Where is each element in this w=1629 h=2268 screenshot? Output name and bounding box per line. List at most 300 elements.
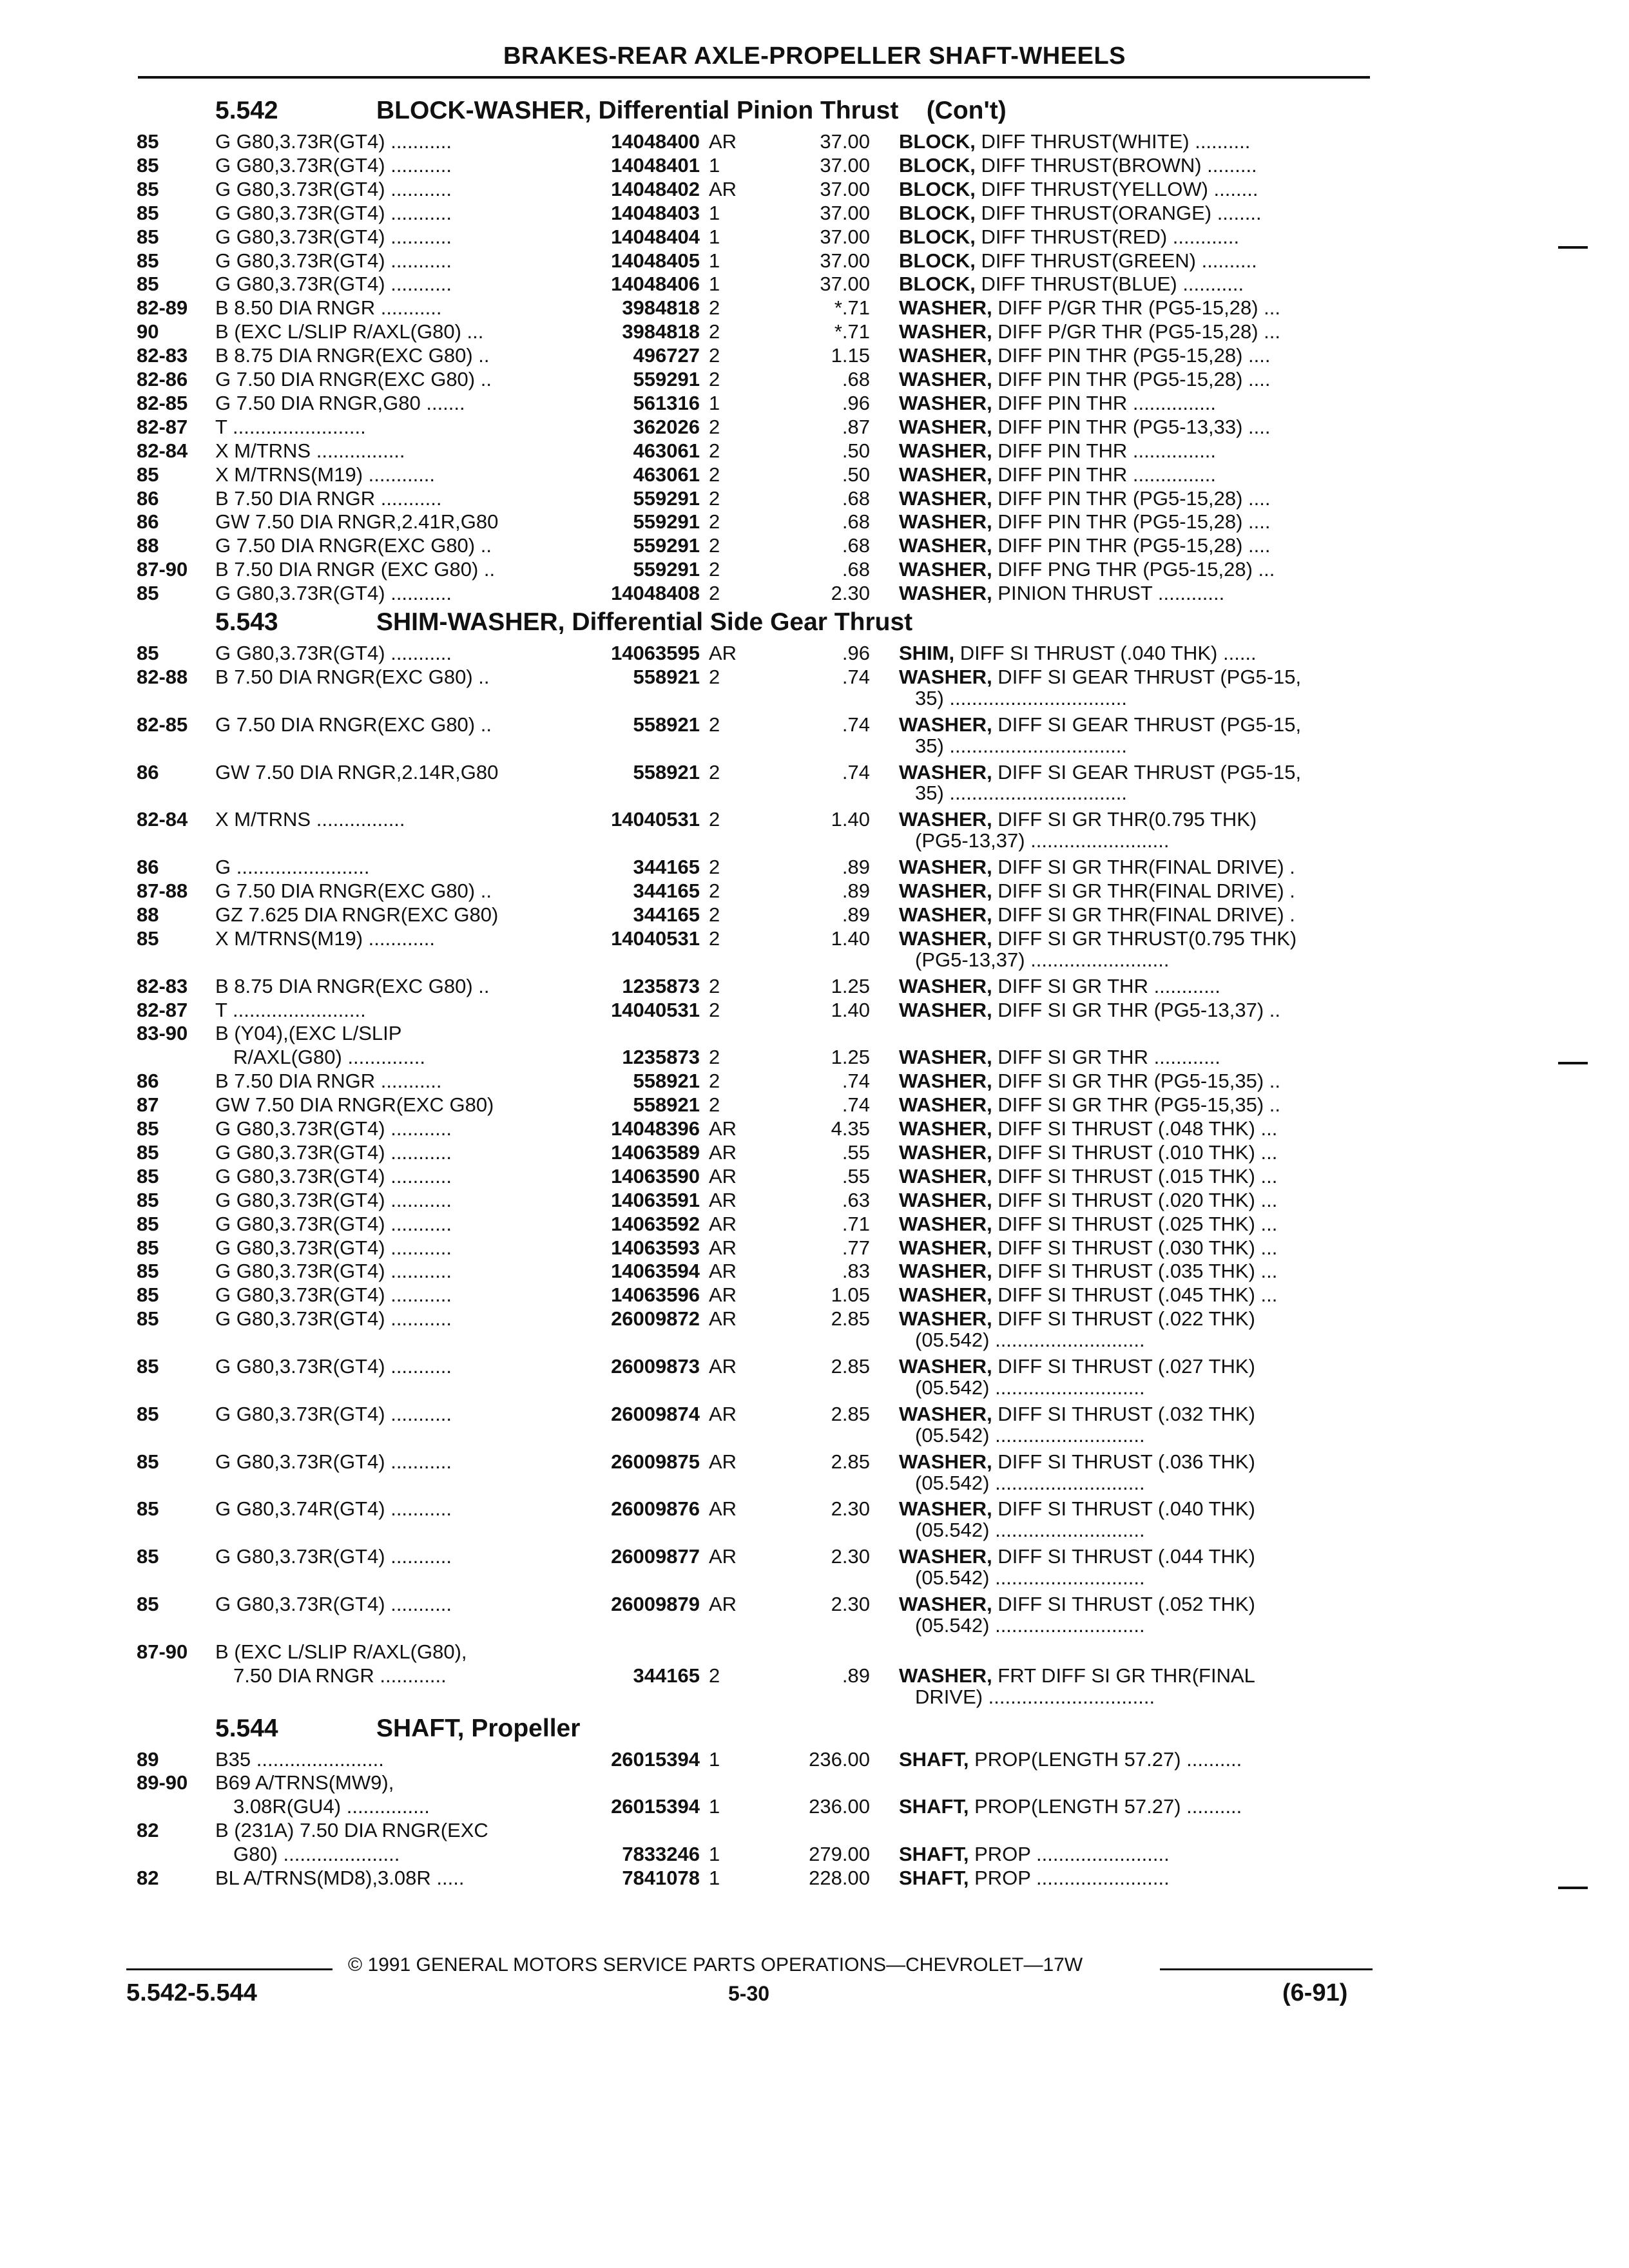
application: G ........................ (215, 856, 370, 879)
application: G G80,3.73R(GT4) ........... (215, 1283, 452, 1307)
quantity: 2 (709, 558, 720, 581)
description (899, 1213, 1373, 1236)
footer-page-number: 5-30 (728, 1982, 770, 2005)
list-item (0, 368, 1629, 391)
list-item (0, 1070, 1629, 1093)
description-continued: (05.542) ........................... (915, 1423, 1145, 1446)
list-item (0, 582, 1629, 605)
description (899, 1117, 1373, 1140)
year-range: 82-87 (137, 998, 188, 1021)
year-range: 85 (137, 1497, 159, 1521)
list-item (0, 999, 1629, 1022)
list-item (0, 1141, 1629, 1164)
part-number: 26009875 (611, 1450, 700, 1473)
description-detail: DIFF PIN THR ............... (992, 391, 1217, 414)
list-item (0, 1403, 1629, 1426)
year-range: 82-89 (137, 296, 188, 320)
application: G G80,3.73R(GT4) ........... (215, 1236, 452, 1259)
application: G G80,3.73R(GT4) ........... (215, 1212, 452, 1235)
quantity: 2 (709, 856, 720, 879)
description-detail: PINION THRUST ............ (992, 582, 1225, 605)
description-noun: WASHER, (899, 1070, 992, 1093)
quantity: 2 (709, 665, 720, 688)
description-noun: WASHER, (899, 1188, 992, 1211)
quantity: AR (709, 1497, 737, 1521)
part-number: 7841078 (622, 1867, 700, 1889)
description (899, 510, 1373, 533)
section-heading (215, 1715, 580, 1744)
quantity: AR (709, 1260, 737, 1283)
margin-mark (1558, 246, 1588, 249)
part-number: 14063590 (611, 1164, 700, 1187)
description-detail: DIFF THRUST(YELLOW) ........ (975, 177, 1258, 200)
list-item (0, 666, 1629, 689)
description-noun: WASHER, (899, 1664, 992, 1687)
footer-rule-right (1160, 1968, 1373, 1970)
description-detail: DIFF SI THRUST (.015 THK) ... (992, 1164, 1278, 1187)
description-noun: WASHER, (899, 665, 992, 688)
price: 1.25 (831, 974, 870, 997)
description (899, 1093, 1373, 1117)
list-item (0, 463, 1629, 486)
quantity: 2 (709, 713, 720, 736)
description-detail: DIFF SI THRUST (.010 THK) ... (992, 1140, 1278, 1164)
description (899, 1403, 1373, 1426)
part-number: 26009872 (611, 1307, 700, 1331)
application: B 8.75 DIA RNGR(EXC G80) .. (215, 974, 490, 997)
description-detail: DIFF SI THRUST (.036 THK) (992, 1450, 1255, 1473)
list-item (0, 202, 1629, 225)
part-number: 14048403 (611, 201, 700, 224)
section-title: SHIM-WASHER, Differential Side Gear Thrust (376, 608, 913, 636)
application: B35 ....................... (215, 1747, 384, 1771)
quantity: 1 (709, 1795, 720, 1818)
part-number: 14048408 (611, 582, 700, 605)
part-number: 14063595 (611, 642, 700, 664)
year-range: 88 (137, 903, 159, 926)
description-detail: DIFF THRUST(ORANGE) ........ (975, 201, 1262, 224)
part-number: 14063594 (611, 1260, 700, 1283)
section-title: SHAFT, Propeller (376, 1714, 581, 1742)
price: .96 (842, 642, 870, 664)
quantity: 2 (709, 1046, 720, 1069)
description-noun: WASHER, (899, 1307, 992, 1331)
quantity: 2 (709, 582, 720, 605)
description-noun: SHIM, (899, 642, 955, 664)
quantity: 1 (709, 391, 720, 414)
part-number: 559291 (633, 534, 700, 557)
list-item-continued (0, 1795, 1629, 1818)
quantity: 1 (709, 201, 720, 224)
description-noun: WASHER, (899, 1450, 992, 1473)
part-number: 14040531 (611, 808, 700, 831)
application: X M/TRNS(M19) ............ (215, 463, 436, 486)
list-item (0, 808, 1629, 831)
description (899, 392, 1373, 415)
part-number: 26009873 (611, 1355, 700, 1378)
application: G G80,3.73R(GT4) ........... (215, 130, 452, 153)
application: G G80,3.73R(GT4) ........... (215, 642, 452, 664)
description-detail: DIFF SI GR THR (PG5-13,37) .. (992, 998, 1280, 1021)
list-item (0, 1213, 1629, 1236)
price: 2.30 (831, 1497, 870, 1521)
list-item (0, 130, 1629, 153)
part-number: 14048400 (611, 130, 700, 153)
description (899, 320, 1373, 343)
margin-mark (1558, 1887, 1588, 1889)
description-noun: SHAFT, (899, 1843, 969, 1866)
price: .87 (842, 415, 870, 438)
application: GW 7.50 DIA RNGR(EXC G80) (215, 1093, 494, 1117)
part-number: 26009877 (611, 1545, 700, 1568)
price: .71 (842, 1212, 870, 1235)
application: G 7.50 DIA RNGR,G80 ....... (215, 391, 465, 414)
description-detail: DIFF PIN THR (PG5-15,28) .... (992, 344, 1271, 367)
application: X M/TRNS ................ (215, 439, 405, 462)
description (899, 1307, 1373, 1331)
price: 37.00 (820, 273, 870, 296)
description-noun: BLOCK, (899, 153, 976, 177)
description-detail: DIFF PIN THR (PG5-15,28) .... (992, 534, 1271, 557)
description-detail: DIFF SI THRUST (.040 THK) ...... (954, 642, 1257, 664)
year-range: 85 (137, 1545, 159, 1568)
year-range: 85 (137, 1212, 159, 1235)
list-item (0, 1640, 1629, 1664)
description-noun: WASHER, (899, 998, 992, 1021)
quantity: 2 (709, 974, 720, 997)
description-detail: DIFF SI THRUST (.052 THK) (992, 1593, 1255, 1615)
description-detail: DIFF THRUST(GREEN) .......... (975, 249, 1257, 272)
description (899, 1260, 1373, 1283)
part-number: 26009876 (611, 1497, 700, 1521)
description-continued: 35) ................................ (915, 686, 1128, 709)
quantity: 2 (709, 486, 720, 510)
list-item (0, 1236, 1629, 1260)
description-continued: (05.542) ........................... (915, 1566, 1145, 1590)
description-noun: WASHER, (899, 1093, 992, 1117)
year-range: 85 (137, 130, 159, 153)
part-number: 3984818 (622, 296, 700, 320)
description-detail: DIFF PIN THR ............... (992, 463, 1217, 486)
description-noun: WASHER, (899, 296, 992, 320)
price: .74 (842, 1070, 870, 1093)
part-number: 14048396 (611, 1117, 700, 1140)
list-item-continued (0, 1664, 1629, 1687)
year-range: 88 (137, 534, 159, 557)
list-item (0, 510, 1629, 533)
application: B 7.50 DIA RNGR (EXC G80) .. (215, 558, 496, 581)
description-continued: (05.542) ........................... (915, 1613, 1145, 1637)
application: B (Y04),(EXC L/SLIP (215, 1022, 402, 1045)
quantity: 2 (709, 320, 720, 343)
quantity: AR (709, 1450, 737, 1473)
quantity: 2 (709, 344, 720, 367)
description-noun: WASHER, (899, 903, 992, 926)
quantity: 2 (709, 368, 720, 390)
description-noun: SHAFT, (899, 1867, 969, 1889)
description-noun: WASHER, (899, 879, 992, 902)
price: 1.25 (831, 1046, 870, 1069)
description-continued: (05.542) ........................... (915, 1329, 1145, 1352)
description-noun: WASHER, (899, 534, 992, 557)
quantity: 2 (709, 510, 720, 533)
price: 2.85 (831, 1402, 870, 1425)
quantity: 2 (709, 1664, 720, 1687)
footer-section-range: 5.542-5.544 (126, 1979, 257, 2006)
list-item (0, 642, 1629, 665)
description (899, 344, 1373, 367)
application: G 7.50 DIA RNGR(EXC G80) .. (215, 879, 492, 902)
footer-copyright: © 1991 GENERAL MOTORS SERVICE PARTS OPERATIONS—CHEVROLET—17W (348, 1954, 1083, 1975)
application: G G80,3.73R(GT4) ........... (215, 1117, 452, 1140)
quantity: AR (709, 1307, 737, 1331)
quantity: AR (709, 1283, 737, 1307)
list-item (0, 1093, 1629, 1117)
application: B 7.50 DIA RNGR ........... (215, 486, 442, 510)
section-number: 5.544 (215, 1714, 278, 1742)
price: *.71 (834, 296, 870, 320)
application: B 7.50 DIA RNGR ........... (215, 1070, 442, 1093)
description-detail: DIFF SI GR THRUST(0.795 THK) (992, 927, 1297, 950)
description-detail: PROP ........................ (969, 1867, 1170, 1889)
year-range: 85 (137, 1236, 159, 1259)
price: 236.00 (809, 1747, 870, 1771)
description-noun: WASHER, (899, 1046, 992, 1069)
year-range: 85 (137, 273, 159, 296)
header-rule (138, 76, 1370, 79)
application: B (EXC L/SLIP R/AXL(G80) ... (215, 320, 484, 343)
part-number: 558921 (633, 713, 700, 736)
quantity: AR (709, 1593, 737, 1615)
application: B (EXC L/SLIP R/AXL(G80), (215, 1640, 467, 1663)
part-number: 559291 (633, 510, 700, 533)
quantity: AR (709, 1402, 737, 1425)
quantity: 1 (709, 273, 720, 296)
description-detail: PROP(LENGTH 57.27) .......... (969, 1795, 1242, 1818)
price: .68 (842, 486, 870, 510)
year-range: 85 (137, 582, 159, 605)
price: .74 (842, 760, 870, 783)
application: T ........................ (215, 998, 366, 1021)
year-range: 90 (137, 320, 159, 343)
description-detail: DIFF PNG THR (PG5-15,28) ... (992, 558, 1275, 581)
description-noun: WASHER, (899, 1140, 992, 1164)
description (899, 927, 1373, 950)
part-number: 559291 (633, 558, 700, 581)
description (899, 1070, 1373, 1093)
application: GW 7.50 DIA RNGR,2.14R,G80 (215, 760, 499, 783)
part-number: 14048402 (611, 177, 700, 200)
year-range: 82-84 (137, 439, 188, 462)
description-detail: DIFF SI THRUST (.025 THK) ... (992, 1212, 1278, 1235)
description (899, 879, 1373, 903)
list-item (0, 1307, 1629, 1331)
description-detail: DIFF SI THRUST (.045 THK) ... (992, 1283, 1278, 1307)
quantity: AR (709, 130, 737, 153)
part-number: 496727 (633, 344, 700, 367)
part-number: 362026 (633, 415, 700, 438)
page-title: BRAKES-REAR AXLE-PROPELLER SHAFT-WHEELS (503, 43, 1126, 70)
part-number: 14063596 (611, 1283, 700, 1307)
description-noun: WASHER, (899, 1497, 992, 1521)
description-noun: SHAFT, (899, 1747, 969, 1771)
description-noun: WASHER, (899, 391, 992, 414)
price: 2.85 (831, 1307, 870, 1331)
list-item (0, 154, 1629, 177)
price: .83 (842, 1260, 870, 1283)
description-noun: WASHER, (899, 1117, 992, 1140)
application: BL A/TRNS(MD8),3.08R ..... (215, 1867, 465, 1889)
year-range: 85 (137, 1307, 159, 1331)
description (899, 416, 1373, 439)
description-noun: WASHER, (899, 1260, 992, 1283)
application: B 8.50 DIA RNGR ........... (215, 296, 442, 320)
description-noun: WASHER, (899, 856, 992, 879)
year-range: 82 (137, 1819, 159, 1842)
list-item (0, 1355, 1629, 1378)
year-range: 85 (137, 1402, 159, 1425)
list-item (0, 249, 1629, 273)
part-number: 26009879 (611, 1593, 700, 1615)
footer-rule-left (126, 1968, 333, 1970)
part-number: 7833246 (622, 1843, 700, 1866)
part-number: 14048404 (611, 225, 700, 248)
description-noun: BLOCK, (899, 177, 976, 200)
quantity: 2 (709, 415, 720, 438)
part-number: 344165 (633, 1664, 700, 1687)
price: .55 (842, 1140, 870, 1164)
year-range: 85 (137, 1164, 159, 1187)
description-noun: WASHER, (899, 808, 992, 831)
application: G G80,3.73R(GT4) ........... (215, 225, 452, 248)
price: 236.00 (809, 1795, 870, 1818)
price: .68 (842, 510, 870, 533)
description (899, 1497, 1373, 1521)
description-noun: WASHER, (899, 1236, 992, 1259)
description (899, 999, 1373, 1022)
list-item (0, 1497, 1629, 1521)
list-item (0, 487, 1629, 510)
section-title: BLOCK-WASHER, Differential Pinion Thrust (376, 97, 899, 124)
part-number: 14040531 (611, 927, 700, 950)
price: .68 (842, 558, 870, 581)
description (899, 975, 1373, 998)
description-detail: DIFF SI GEAR THRUST (PG5-15, (992, 760, 1302, 783)
part-number: 14063589 (611, 1140, 700, 1164)
description-detail: DIFF SI GR THR ............ (992, 1046, 1220, 1069)
description-noun: WASHER, (899, 439, 992, 462)
description-noun: WASHER, (899, 320, 992, 343)
description-noun: BLOCK, (899, 225, 976, 248)
list-item (0, 1819, 1629, 1842)
quantity: 2 (709, 463, 720, 486)
application: G G80,3.73R(GT4) ........... (215, 201, 452, 224)
quantity: AR (709, 642, 737, 664)
quantity: 1 (709, 1867, 720, 1889)
application-continued: 3.08R(GU4) ............... (233, 1795, 430, 1818)
quantity: AR (709, 1212, 737, 1235)
list-item (0, 558, 1629, 581)
year-range: 89-90 (137, 1771, 188, 1794)
description-noun: WASHER, (899, 368, 992, 390)
description-detail: DIFF SI THRUST (.030 THK) ... (992, 1236, 1278, 1259)
description (899, 226, 1373, 249)
description-detail: DIFF THRUST(RED) ............ (975, 225, 1240, 248)
application: G G80,3.73R(GT4) ........... (215, 582, 452, 605)
application: G G80,3.73R(GT4) ........... (215, 1140, 452, 1164)
price: 37.00 (820, 153, 870, 177)
year-range: 83-90 (137, 1022, 188, 1045)
quantity: 2 (709, 903, 720, 926)
description-continued: DRIVE) .............................. (915, 1685, 1155, 1708)
quantity: 2 (709, 998, 720, 1021)
quantity: AR (709, 1236, 737, 1259)
quantity: 1 (709, 1747, 720, 1771)
price: .96 (842, 391, 870, 414)
description (899, 1795, 1373, 1818)
price: 37.00 (820, 130, 870, 153)
year-range: 85 (137, 1450, 159, 1473)
description (899, 1867, 1373, 1890)
description (899, 713, 1373, 736)
price: .77 (842, 1236, 870, 1259)
year-range: 86 (137, 1070, 159, 1093)
part-number: 14040531 (611, 998, 700, 1021)
price: 2.30 (831, 582, 870, 605)
description-detail: DIFF THRUST(BLUE) ........... (975, 273, 1244, 296)
list-item (0, 856, 1629, 879)
description (899, 1236, 1373, 1260)
list-item (0, 344, 1629, 367)
description (899, 761, 1373, 784)
part-number: 558921 (633, 665, 700, 688)
price: 2.30 (831, 1593, 870, 1615)
price: 37.00 (820, 177, 870, 200)
application: X M/TRNS(M19) ............ (215, 927, 436, 950)
year-range: 85 (137, 249, 159, 272)
price: 1.05 (831, 1283, 870, 1307)
description-noun: BLOCK, (899, 201, 976, 224)
section-suffix: (Con't) (926, 97, 1007, 124)
year-range: 82-83 (137, 974, 188, 997)
year-range: 87 (137, 1093, 159, 1117)
price: *.71 (834, 320, 870, 343)
description-detail: PROP ........................ (969, 1843, 1170, 1866)
price: 37.00 (820, 201, 870, 224)
price: .74 (842, 665, 870, 688)
description (899, 154, 1373, 177)
description-noun: WASHER, (899, 1164, 992, 1187)
quantity: 2 (709, 534, 720, 557)
part-number: 463061 (633, 439, 700, 462)
list-item (0, 226, 1629, 249)
description-detail: DIFF P/GR THR (PG5-15,28) ... (992, 320, 1280, 343)
description-noun: SHAFT, (899, 1795, 969, 1818)
description-continued: (05.542) ........................... (915, 1471, 1145, 1494)
description (899, 1545, 1373, 1568)
year-range: 86 (137, 510, 159, 533)
year-range: 86 (137, 760, 159, 783)
description (899, 558, 1373, 581)
application: B 7.50 DIA RNGR(EXC G80) .. (215, 665, 490, 688)
price: .68 (842, 534, 870, 557)
description (899, 296, 1373, 320)
description (899, 903, 1373, 927)
year-range: 85 (137, 201, 159, 224)
description (899, 1046, 1373, 1069)
description-noun: WASHER, (899, 344, 992, 367)
application: B (231A) 7.50 DIA RNGR(EXC (215, 1819, 488, 1842)
